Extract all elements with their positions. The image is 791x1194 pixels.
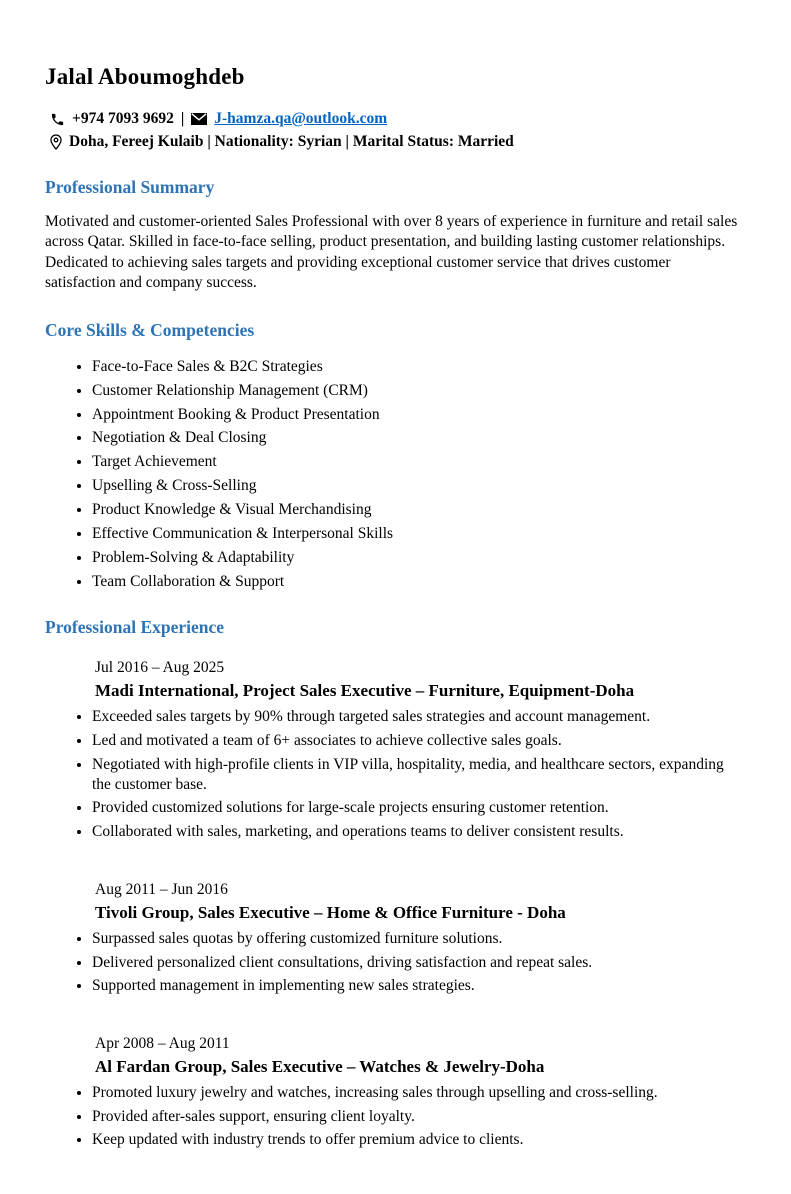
job-entry xyxy=(45,658,743,842)
contact-separator: | xyxy=(180,110,185,127)
job-dates: Jul 2016 – Aug 2025 xyxy=(95,659,225,677)
job-bullets xyxy=(45,929,743,996)
job-dates: Aug 2011 – Jun 2016 xyxy=(95,880,228,898)
envelope-icon xyxy=(191,113,207,125)
skill-item: • Negotiation & Deal Closing xyxy=(92,428,743,447)
skill-item: • Target Achievement xyxy=(92,452,743,471)
job-bullet: • Led and motivated a team of 6+ associates to achieve collective sales goals. xyxy=(92,731,743,751)
skill-item: • Appointment Booking & Product Presentation xyxy=(92,405,743,424)
skill-item: • Customer Relationship Management (CRM) xyxy=(92,381,743,400)
section-heading-summary: Professional Summary xyxy=(45,177,215,197)
skill-item: • Face-to-Face Sales & B2C Strategies xyxy=(92,357,743,376)
job-bullet: • Promoted luxury jewelry and watches, increasing sales through upselling and cross-selling. xyxy=(92,1083,743,1103)
job-dates: Apr 2008 – Aug 2011 xyxy=(95,1034,230,1052)
skill-item: • Effective Communication & Interpersonal Skills xyxy=(92,524,743,543)
phone-icon xyxy=(50,112,65,127)
section-heading-experience: Professional Experience xyxy=(45,617,225,638)
job-bullets xyxy=(45,707,743,842)
job-bullet: • Keep updated with industry trends to offer premium advice to clients. xyxy=(92,1130,743,1150)
job-bullet: • Provided customized solutions for large-scale projects ensuring customer retention. xyxy=(92,798,743,818)
section-heading-skills: Core Skills & Competencies xyxy=(45,319,255,340)
job-title: Madi International, Project Sales Executive – Furniture, Equipment-Doha xyxy=(95,681,635,701)
phone-number: +974 7093 9692 xyxy=(72,110,174,127)
job-entry xyxy=(45,1034,743,1151)
location-pin-icon xyxy=(50,134,62,150)
job-bullet: • Surpassed sales quotas by offering customized furniture solutions. xyxy=(92,929,743,949)
email-link[interactable]: J-hamza.qa@outlook.com xyxy=(214,110,388,127)
resume-name: Jalal Aboumoghdeb xyxy=(45,64,245,89)
job-bullet: • Exceeded sales targets by 90% through targeted sales strategies and account management. xyxy=(92,707,743,727)
summary-text: Motivated and customer-oriented Sales Professional with over 8 years of experience in furniture and retail sales across Qatar. Skilled in face-to-face selling, product presentation, and building lasting customer relationships. Dedicated to achieving sales targets and providing exceptional customer service that drives customer satisfaction and company success. xyxy=(45,213,738,292)
job-entry xyxy=(45,880,743,997)
skill-item: • Upselling & Cross-Selling xyxy=(92,476,743,495)
job-bullet: • Supported management in implementing new sales strategies. xyxy=(92,976,743,996)
skill-item: • Problem-Solving & Adaptability xyxy=(92,548,743,567)
job-bullet: • Provided after-sales support, ensuring client loyalty. xyxy=(92,1107,743,1127)
skills-list xyxy=(45,357,743,591)
job-title: Tivoli Group, Sales Executive – Home & Office Furniture - Doha xyxy=(95,902,566,922)
job-bullets xyxy=(45,1083,743,1150)
job-bullet: • Delivered personalized client consultations, driving satisfaction and repeat sales. xyxy=(92,953,743,973)
skill-item: • Team Collaboration & Support xyxy=(92,572,743,591)
job-title: Al Fardan Group, Sales Executive – Watches & Jewelry-Doha xyxy=(95,1056,545,1076)
job-bullet: • Collaborated with sales, marketing, and operations teams to deliver consistent results. xyxy=(92,822,743,842)
contact-line-location xyxy=(45,133,743,151)
job-bullet: • Negotiated with high-profile clients in VIP villa, hospitality, media, and healthcare sectors, expanding the customer base. xyxy=(92,755,743,795)
contact-line-phone-email xyxy=(45,110,743,128)
skill-item: • Product Knowledge & Visual Merchandising xyxy=(92,500,743,519)
location-details: Doha, Fereej Kulaib | Nationality: Syrian | Marital Status: Married xyxy=(69,133,514,150)
